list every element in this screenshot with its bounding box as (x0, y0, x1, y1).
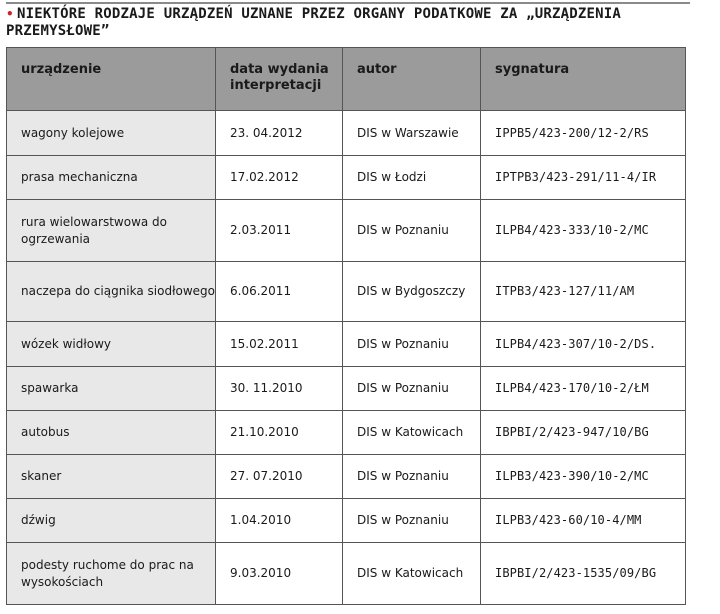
cell-author: DIS w Warszawie (343, 111, 481, 156)
cell-author: DIS w Poznaniu (343, 367, 481, 411)
cell-device: naczepa do ciągnika siodłowego (7, 262, 216, 322)
cell-device: prasa mechaniczna (7, 156, 216, 200)
cell-device: dźwig (7, 499, 216, 543)
cell-signature: ILPB3/423-390/10-2/MC (481, 455, 686, 499)
table-row (7, 111, 686, 156)
cell-signature: IPTPB3/423-291/11-4/IR (481, 156, 686, 200)
cell-author: DIS w Poznaniu (343, 200, 481, 262)
cell-date: 9.03.2010 (216, 543, 343, 605)
cell-signature: IPPB5/423-200/12-2/RS (481, 111, 686, 156)
cell-signature: IBPBI/2/423-1535/09/BG (481, 543, 686, 605)
cell-date: 21.10.2010 (216, 411, 343, 455)
cell-device: wagony kolejowe (7, 111, 216, 156)
table-title-text: NIEKTÓRE RODZAJE URZĄDZEŃ UZNANE PRZEZ ORGANY PODATKOWE ZA „URZĄDZENIA PRZEMYSŁOWE” (6, 6, 622, 39)
cell-date: 17.02.2012 (216, 156, 343, 200)
cell-author: DIS w Poznaniu (343, 322, 481, 367)
table-row (7, 543, 686, 605)
cell-signature: ITPB3/423-127/11/AM (481, 262, 686, 322)
cell-device: autobus (7, 411, 216, 455)
cell-date: 6.06.2011 (216, 262, 343, 322)
cell-date: 15.02.2011 (216, 322, 343, 367)
column-header-author: autor (343, 48, 481, 111)
data-table (6, 47, 686, 605)
cell-date: 1.04.2010 (216, 499, 343, 543)
cell-device: spawarka (7, 367, 216, 411)
cell-signature: IBPBI/2/423-947/10/BG (481, 411, 686, 455)
header-row (7, 48, 686, 111)
table-title (6, 6, 690, 40)
top-rule (6, 2, 690, 4)
cell-date: 30. 11.2010 (216, 367, 343, 411)
cell-author: DIS w Katowicach (343, 411, 481, 455)
cell-author: DIS w Bydgoszczy (343, 262, 481, 322)
table-row (7, 156, 686, 200)
table-row (7, 367, 686, 411)
cell-date: 2.03.2011 (216, 200, 343, 262)
table-row (7, 411, 686, 455)
cell-signature: ILPB4/423-307/10-2/DS. (481, 322, 686, 367)
cell-signature: ILPB4/423-170/10-2/ŁM (481, 367, 686, 411)
cell-author: DIS w Łodzi (343, 156, 481, 200)
table-header (7, 48, 686, 111)
cell-device: skaner (7, 455, 216, 499)
cell-device: rura wielowarstwowa do ogrzewania (7, 200, 216, 262)
table-row (7, 262, 686, 322)
cell-date: 27. 07.2010 (216, 455, 343, 499)
cell-author: DIS w Poznaniu (343, 499, 481, 543)
table-body (7, 111, 686, 605)
column-header-device: urządzenie (7, 48, 216, 111)
column-header-signature: sygnatura (481, 48, 686, 111)
table-row (7, 455, 686, 499)
column-header-date: data wydania interpretacji (216, 48, 343, 111)
cell-signature: ILPB3/423-60/10-4/MM (481, 499, 686, 543)
cell-signature: ILPB4/423-333/10-2/MC (481, 200, 686, 262)
table-row (7, 200, 686, 262)
cell-device: podesty ruchome do prac na wysokościach (7, 543, 216, 605)
table-row (7, 499, 686, 543)
cell-date: 23. 04.2012 (216, 111, 343, 156)
cell-author: DIS w Poznaniu (343, 455, 481, 499)
cell-author: DIS w Katowicach (343, 543, 481, 605)
cell-device: wózek widłowy (7, 322, 216, 367)
bullet-icon: • (6, 7, 14, 21)
table-row (7, 322, 686, 367)
